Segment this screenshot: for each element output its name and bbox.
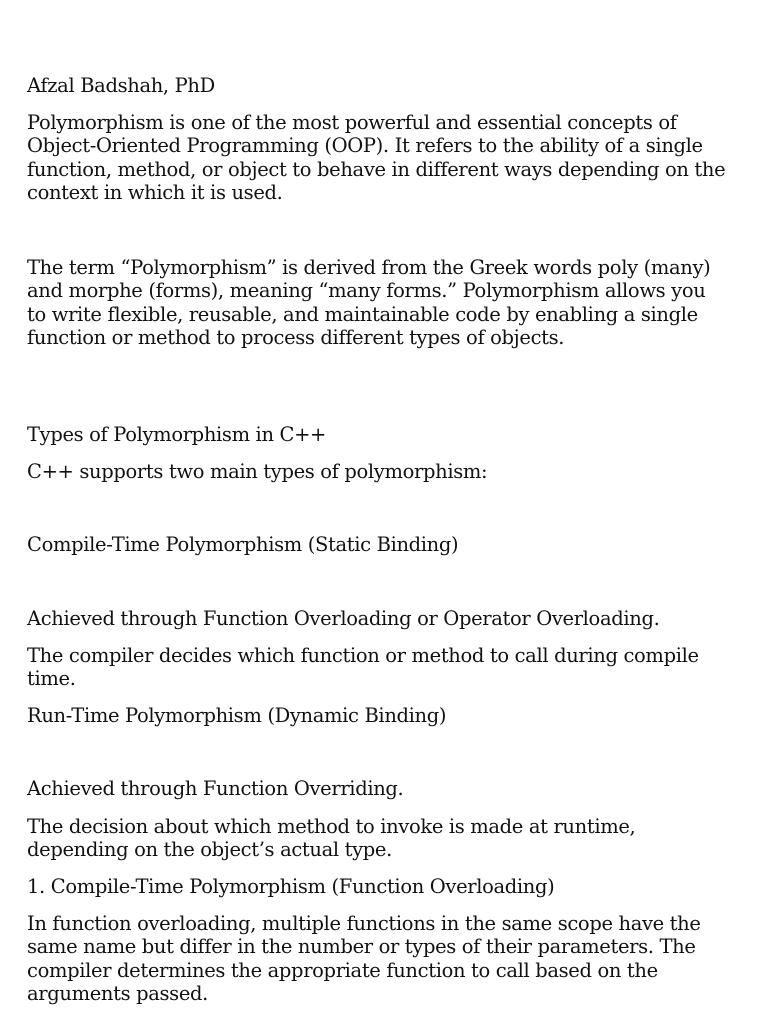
compile-time-detail-1: Achieved through Function Overloading or Operator Overloading. — [27, 607, 660, 630]
run-time-heading: Run-Time Polymorphism (Dynamic Binding) — [27, 704, 447, 727]
section-heading-types: Types of Polymorphism in C++ — [27, 423, 327, 446]
compile-time-heading: Compile-Time Polymorphism (Static Binding) — [27, 533, 459, 556]
function-overloading-paragraph: In function overloading, multiple functions in the same scope have the same name but differ in the number or types of their parameters. The compiler determines the appropriate function to call based on the arguments passed. — [27, 912, 701, 1005]
function-overloading-heading: 1. Compile-Time Polymorphism (Function Overloading) — [27, 875, 555, 898]
run-time-detail-1: Achieved through Function Overriding. — [27, 777, 404, 800]
author-line: Afzal Badshah, PhD — [27, 74, 215, 97]
types-intro-paragraph: C++ supports two main types of polymorphism: — [27, 460, 488, 483]
run-time-detail-2: The decision about which method to invoke is made at runtime, depending on the object’s actual type. — [27, 815, 636, 862]
intro-paragraph: Polymorphism is one of the most powerful and essential concepts of Object-Oriented Programming (OOP). It refers to the ability of a single function, method, or object to behave in different ways depending on the context in which it is used. — [27, 111, 726, 204]
compile-time-detail-2: The compiler decides which function or method to call during compile time. — [27, 644, 699, 691]
term-paragraph: The term “Polymorphism” is derived from the Greek words poly (many) and morphe (forms), meaning “many forms.” Polymorphism allows you to write flexible, reusable, and maintainable code by enabling a single function or method to process different types of objects. — [27, 256, 711, 349]
